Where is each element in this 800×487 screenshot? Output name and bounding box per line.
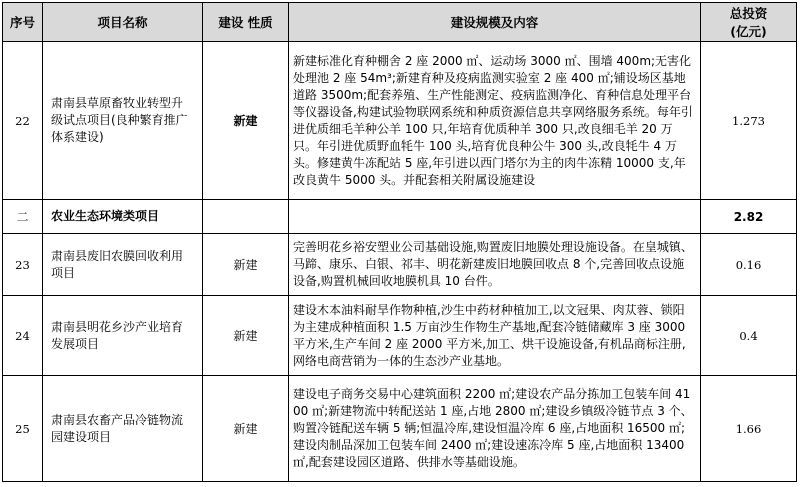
row-scope: 建设木本油料耐旱作物种植,沙生中药材种植加工,以文冠果、肉苁蓉、锁阳为主建成种植面积 1.5 万亩沙生作物生产基地,配套冷链储藏库 3 座 3000 平方米,生产车间 2 座 2000 平方米,加工、烘干设施设备,有机品商标注册,网络电商营销为一体的生态沙产业基地。 — [289, 296, 701, 376]
header-total-line1: 总投资 — [729, 6, 768, 21]
row-name: 肃南县明花乡沙产业培育发展项目 — [43, 296, 203, 376]
row-scope — [289, 200, 701, 234]
row-nature: 新建 — [203, 376, 289, 482]
row-nature: 新建 — [203, 234, 289, 296]
header-nature: 建设 性质 — [203, 3, 289, 42]
table-row — [3, 42, 797, 200]
row-seq: 25 — [3, 376, 43, 482]
row-seq: 24 — [3, 296, 43, 376]
row-scope: 建设电子商务交易中心建筑面积 2200 ㎡;建设农产品分拣加工包装车间 4100 ㎡;新建物流中转配送站 1 座,占地 2800 ㎡;建设乡镇级冷链节点 3 个、购置冷链配送车辆 5 辆;恒温冷库,建设恒温冷库 6 座,占地面积 16500 ㎡;建设肉制品深加工包装车间 2400 ㎡;建设速冻冷库 5 座,占地面积 13400 ㎡,配套建设园区道路、供排水等基础设施。 — [289, 376, 701, 482]
project-table — [2, 2, 797, 482]
table-row — [3, 376, 797, 482]
row-total: 0.4 — [701, 296, 797, 376]
row-seq: 23 — [3, 234, 43, 296]
header-name: 项目名称 — [43, 3, 203, 42]
row-scope: 新建标准化育种棚舍 2 座 2000 ㎡、运动场 3000 ㎡、围墙 400m;无害化处理池 2 座 54m³;新建育种及疫病监测实验室 2 座 400 ㎡;铺设场区基地道路 3500m;配套养殖、生产性能测定、疫病监测净化、育种信息处理平台等仪器设备,构建试验物联网系统和种质资源信息共享网络服务系统。每年引进优质细毛羊种公羊 100 只,年培育优质种羊 300 只,改良细毛羊 20 万只。年引进优质野血牦牛 100 头,培育优良种公牛 300 头,改良牦牛 4 万头。修建黄牛冻配站 5 座,年引进以西门塔尔为主的肉牛冻精 10000 支,年改良黄牛 5000 头。并配套相关附属设施建设 — [289, 42, 701, 200]
row-nature — [203, 200, 289, 234]
row-total: 0.16 — [701, 234, 797, 296]
table-row — [3, 234, 797, 296]
row-total: 1.273 — [701, 42, 797, 200]
row-name: 农业生态环境类项目 — [43, 200, 203, 234]
row-seq: 22 — [3, 42, 43, 200]
row-total: 2.82 — [701, 200, 797, 234]
row-name: 肃南县废旧农膜回收利用项目 — [43, 234, 203, 296]
row-total: 1.66 — [701, 376, 797, 482]
header-total — [701, 3, 797, 42]
header-seq: 序号 — [3, 3, 43, 42]
header-scope: 建设规模及内容 — [289, 3, 701, 42]
table-row-category — [3, 200, 797, 234]
header-total-line2: (亿元) — [730, 24, 767, 39]
row-seq: 二 — [3, 200, 43, 234]
table-row — [3, 296, 797, 376]
row-scope: 完善明花乡裕安塑业公司基础设施,购置废旧地膜处理设施设备。在皇城镇、马蹄、康乐、白银、祁丰、明花新建废旧地膜回收点 8 个,完善回收点设施设备,购置机械回收地膜机具 10 台件。 — [289, 234, 701, 296]
row-name: 肃南县草原畜牧业转型升级试点项目(良种繁育推广体系建设) — [43, 42, 203, 200]
row-name: 肃南县农畜产品冷链物流园建设项目 — [43, 376, 203, 482]
row-nature: 新建 — [203, 42, 289, 200]
table-header-row — [3, 3, 797, 42]
row-nature: 新建 — [203, 296, 289, 376]
